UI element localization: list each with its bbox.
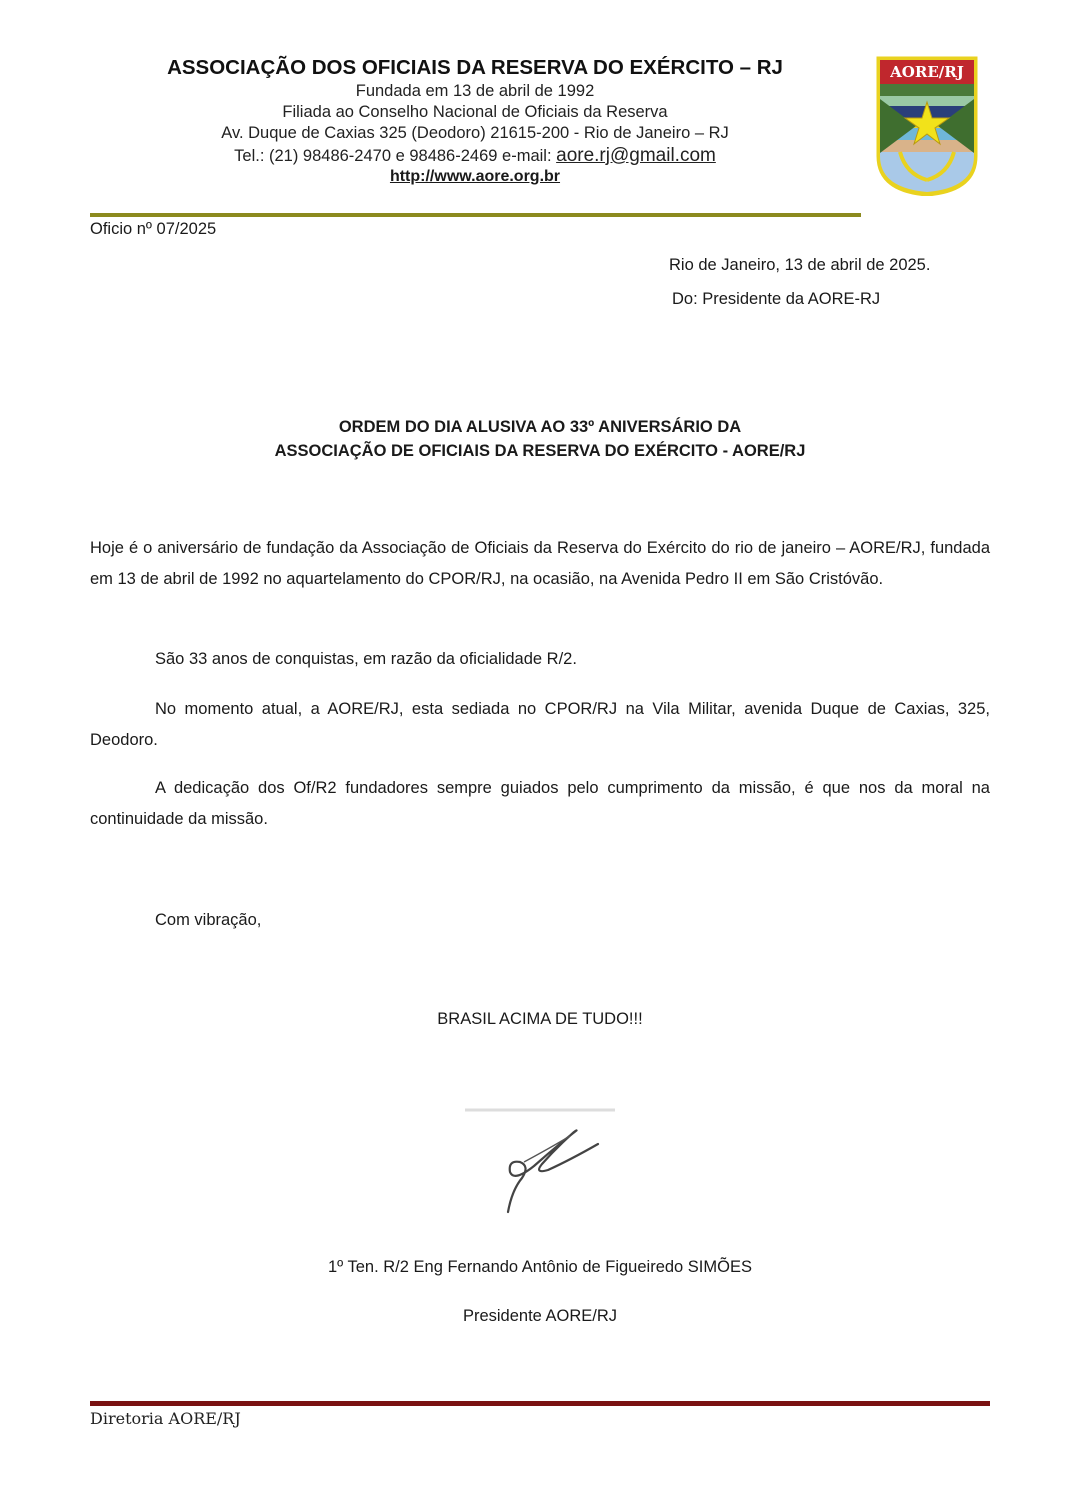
header-divider xyxy=(90,213,861,217)
salutation: Com vibração, xyxy=(155,911,262,929)
date-line: Rio de Janeiro, 13 de abril de 2025. xyxy=(669,256,931,274)
affiliation-line: Filiada ao Conselho Nacional de Oficiais da Reserva xyxy=(282,103,668,121)
address-line: Av. Duque de Caxias 325 (Deodoro) 21615-200 - Rio de Janeiro – RJ xyxy=(221,124,729,142)
body-paragraph-3: No momento atual, a AORE/RJ, esta sediada no CPOR/RJ na Vila Militar, avenida Duque de Caxias, 325, Deodoro. xyxy=(90,700,990,749)
signer-role: Presidente AORE/RJ xyxy=(462,1307,618,1325)
signature xyxy=(460,1100,620,1225)
email-link[interactable]: aore.rj@gmail.com xyxy=(556,145,716,166)
document-title-line2: ASSOCIAÇÃO DE OFICIAIS DA RESERVA DO EXÉRCITO - AORE/RJ xyxy=(274,442,806,460)
contact-line xyxy=(90,145,860,167)
motto: BRASIL ACIMA DE TUDO!!! xyxy=(437,1010,643,1028)
footer-divider xyxy=(90,1401,990,1406)
org-name: ASSOCIAÇÃO DOS OFICIAIS DA RESERVA DO EXÉRCITO – RJ xyxy=(167,56,783,79)
from-line: Do: Presidente da AORE-RJ xyxy=(672,290,881,308)
logo-text: AORE/RJ xyxy=(890,63,964,81)
shield-emblem-icon xyxy=(876,56,978,196)
website-link[interactable]: http://www.aore.org.br xyxy=(389,168,561,185)
body-paragraph-1: Hoje é o aniversário de fundação da Associação de Oficiais da Reserva do Exército do rio de janeiro – AORE/RJ, fundada em 13 de abril de 1992 no aquartelamento do CPOR/RJ, na ocasião, na Avenida Pedro II em São Cristóvão. xyxy=(90,539,990,588)
footer-text: Diretoria AORE/RJ xyxy=(90,1409,241,1428)
body-paragraph-2: São 33 anos de conquistas, em razão da oficialidade R/2. xyxy=(155,650,577,668)
body-paragraph-4: A dedicação dos Of/R2 fundadores sempre guiados pelo cumprimento da missão, é que nos da moral na continuidade da missão. xyxy=(90,779,990,828)
phone-text: Tel.: (21) 98486-2470 e 98486-2469 e-mail: xyxy=(234,147,557,165)
oficio-number: Oficio nº 07/2025 xyxy=(90,220,217,238)
signer-name: 1º Ten. R/2 Eng Fernando Antônio de Figueiredo SIMÕES xyxy=(328,1258,752,1276)
founded-line: Fundada em 13 de abril de 1992 xyxy=(355,82,595,100)
signature-scribble-icon xyxy=(460,1100,620,1220)
document-title-line1: ORDEM DO DIA ALUSIVA AO 33º ANIVERSÁRIO DA xyxy=(338,418,742,436)
aore-logo xyxy=(876,56,978,201)
